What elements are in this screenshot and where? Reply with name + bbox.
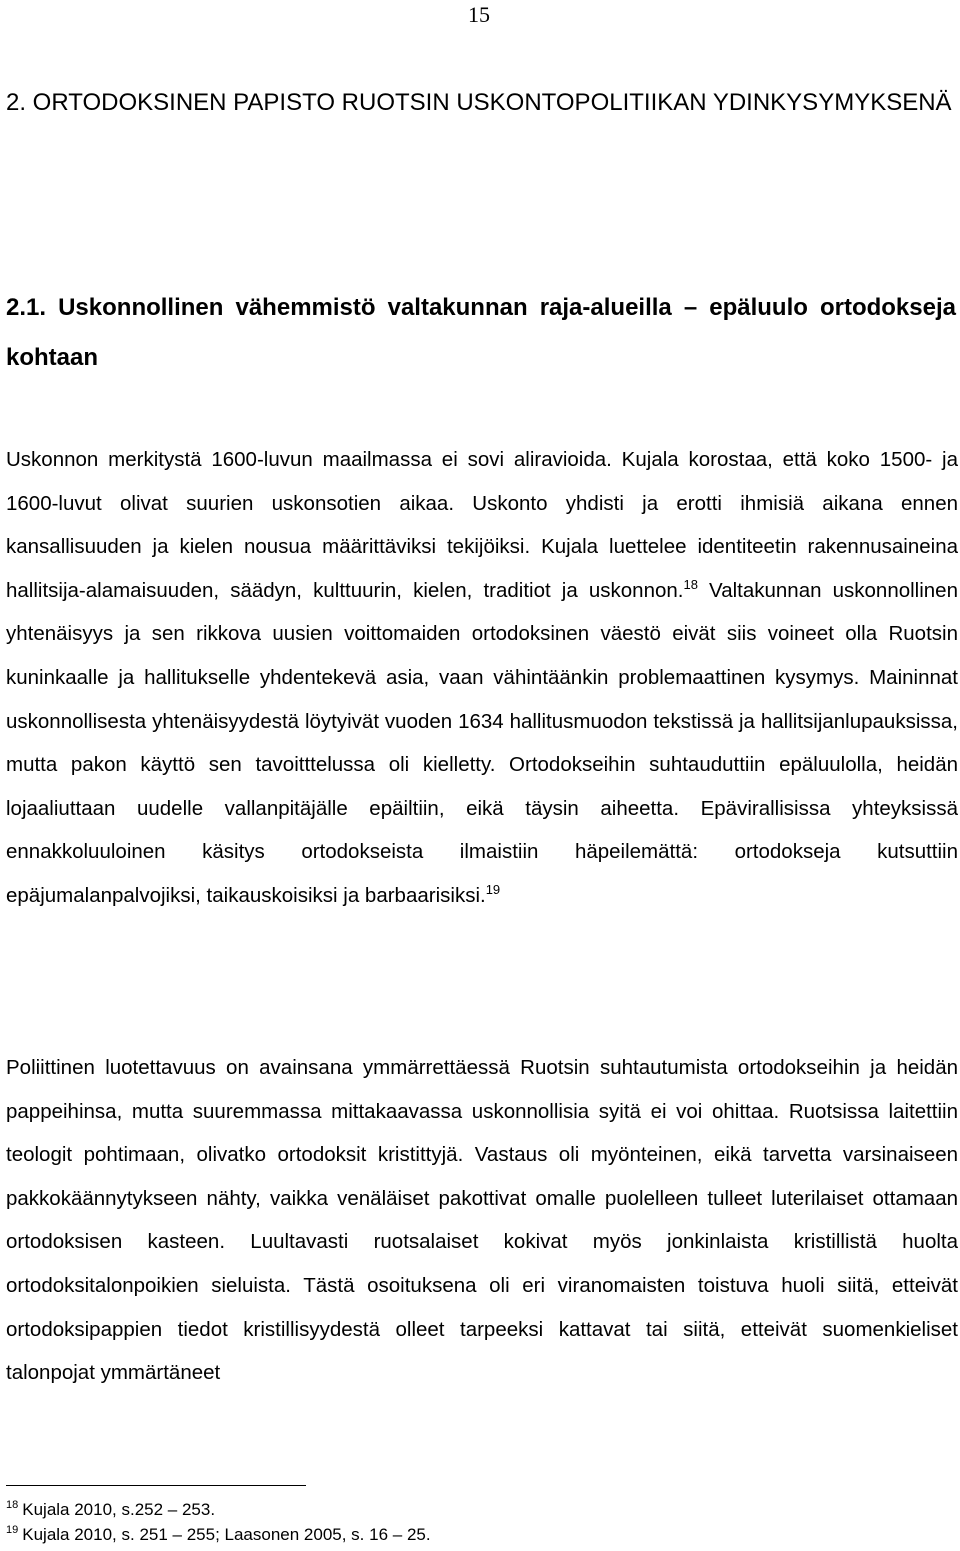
footnote-18 (6, 1497, 906, 1522)
footnote-text: Kujala 2010, s.252 – 253. (22, 1500, 216, 1519)
body-paragraph-2: Poliittinen luotettavuus on avainsana ymmärrettäessä Ruotsin suhtautumista ortodokseihin ja heidän pappeihinsa, mutta suuremmassa mittakaavassa uskonnollisia syitä ei voi ohittaa. Ruotsissa laitettiin teologit pohtimaan, olivatko ortodoksit kristittyjä. Vastaus oli myönteinen, eikä tarvetta varsinaiseen pakkokäännytykseen nähty, vaikka venäläiset pakottivat omalle puolelleen tulleet luterilaiset ottamaan ortodoksisen kasteen. Luultavasti ruotsalaiset kokivat myös jonkinlaista kristillistä huolta ortodoksitalonpoikien sieluista. Tästä osoituksena oli eri viranomaisten toistuva huoli siitä, etteivät ortodoksipappien tiedot kristillisyydestä olleet tarpeeksi kattavat tai siitä, etteivät suomenkieliset talonpojat ymmärtäneet (6, 1056, 958, 1385)
chapter-title: 2. ORTODOKSINEN PAPISTO RUOTSIN USKONTOPOLITIIKAN YDINKYSYMYKSENÄ (6, 89, 952, 116)
footnote-text: Kujala 2010, s. 251 – 255; Laasonen 2005, s. 16 – 25. (22, 1525, 431, 1544)
body-paragraph-1 (6, 438, 958, 918)
footnote-number: 19 (6, 1524, 19, 1537)
footnote-ref-18[interactable]: 18 (683, 576, 698, 592)
paragraph-1-text-b: Valtakunnan uskonnollinen yhtenäisyys ja sen rikkova uusien voittomaiden ortodoksinen väestö eivät siis voineet olla Ruotsin kuninkaalle ja hallitukselle yhdentekevä asia, vaan vähintäänkin problemaattinen kysymys. Maininnat uskonnollisesta yhtenäisyydestä löytyivät vuoden 1634 hallitusmuodon tekstissä ja hallitsijanlupauksissa, mutta pakon käyttö sen tavoitttelussa oli kielletty. Ortodokseihin suhtauduttiin epäluulolla, heidän lojaaliuttaan uudelle vallanpitäjälle epäiltiin, eikä täysin aiheetta. Epävirallisissa yhteyksissä ennakkoluuloinen käsitys ortodokseista ilmaistiin häpeilemättä: ortodokseja kutsuttiin epäjumalanpalvojiksi, taikauskoisiksi ja barbaarisiksi. (6, 578, 958, 907)
footnote-divider (6, 1485, 306, 1486)
page-number: 15 (468, 2, 490, 27)
footnotes (6, 1497, 906, 1547)
footnote-ref-19[interactable]: 19 (485, 882, 501, 898)
footnote-19 (6, 1522, 906, 1547)
paragraph-1-text-a: Uskonnon merkitystä 1600-luvun maailmassa ei sovi aliravioida. Kujala korostaa, että koko 1500- ja 1600-luvut olivat suurien uskonsotien aikaa. Uskonto yhdisti ja erotti ihmisiä aikana ennen kansallisuuden ja kielen nousua määrittäviksi tekijöiksi. Kujala luettelee identiteetin rakennusaineina hallitsija-alamaisuuden, säädyn, kulttuurin, kielen, traditiot ja uskonnon. (6, 448, 958, 602)
footnote-number: 18 (6, 1499, 19, 1512)
section-title: 2.1. Uskonnollinen vähemmistö valtakunnan raja-alueilla – epäluulo ortodokseja kohtaan (6, 294, 956, 371)
